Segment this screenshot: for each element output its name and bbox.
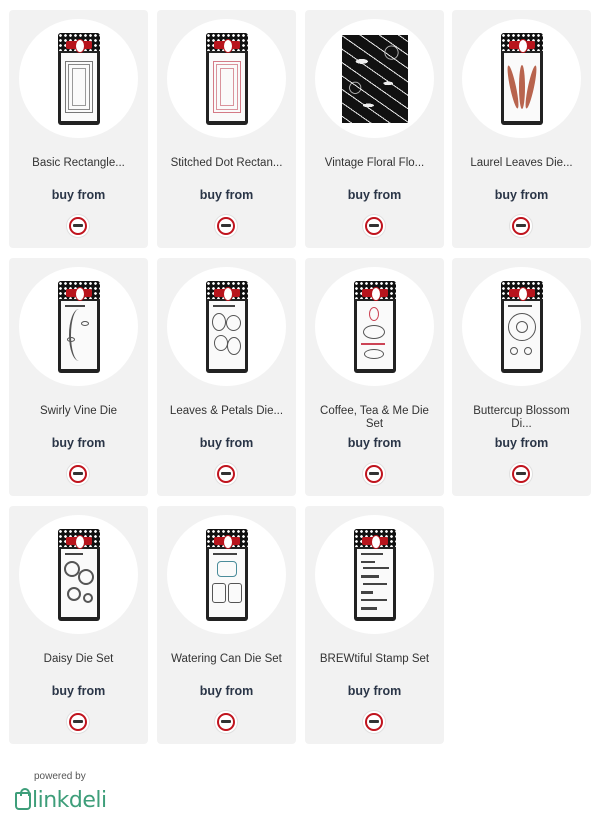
buy-from-label[interactable]: buy from	[347, 684, 402, 698]
product-image[interactable]	[315, 19, 434, 138]
bella-logo-icon[interactable]	[214, 710, 238, 734]
die-package-image	[501, 281, 543, 373]
bella-logo-icon[interactable]	[66, 710, 90, 734]
floral-embossing-folder-image	[342, 35, 408, 123]
buy-from-label[interactable]: buy from	[199, 684, 254, 698]
product-title[interactable]: Coffee, Tea & Me Die Set	[320, 405, 429, 430]
bella-logo-icon[interactable]	[66, 214, 90, 238]
product-image[interactable]	[167, 515, 286, 634]
product-card[interactable]	[157, 506, 296, 744]
product-image[interactable]	[315, 515, 434, 634]
buy-from-label[interactable]: buy from	[51, 436, 106, 450]
bella-logo-icon[interactable]	[362, 710, 386, 734]
bella-logo-icon[interactable]	[509, 214, 533, 238]
product-image[interactable]	[315, 267, 434, 386]
product-title[interactable]: Laurel Leaves Die...	[470, 157, 573, 169]
product-card[interactable]	[157, 10, 296, 248]
die-package-image	[354, 281, 396, 373]
product-card[interactable]	[452, 10, 591, 248]
bella-logo-icon[interactable]	[66, 462, 90, 486]
buy-from-label[interactable]: buy from	[199, 436, 254, 450]
product-title[interactable]: Stitched Dot Rectan...	[170, 157, 283, 169]
bella-logo-icon[interactable]	[362, 214, 386, 238]
shopping-bag-icon	[15, 792, 31, 810]
product-image[interactable]	[19, 19, 138, 138]
product-title[interactable]: Buttercup Blossom Di...	[473, 405, 570, 430]
die-package-image	[58, 281, 100, 373]
linkdeli-logo[interactable]	[15, 788, 107, 813]
product-card[interactable]	[452, 258, 591, 496]
product-card[interactable]	[305, 258, 444, 496]
product-title[interactable]: Leaves & Petals Die...	[169, 405, 284, 417]
bella-logo-icon[interactable]	[214, 214, 238, 238]
product-card[interactable]	[9, 258, 148, 496]
product-image[interactable]	[167, 267, 286, 386]
product-image[interactable]	[167, 19, 286, 138]
product-title[interactable]: Watering Can Die Set	[171, 653, 282, 665]
die-package-image	[206, 281, 248, 373]
bella-logo-icon[interactable]	[214, 462, 238, 486]
powered-by-label: powered by	[34, 771, 86, 782]
buy-from-label[interactable]: buy from	[347, 188, 402, 202]
product-title[interactable]: Vintage Floral Flo...	[324, 157, 425, 169]
product-card[interactable]	[305, 506, 444, 744]
buy-from-label[interactable]: buy from	[51, 684, 106, 698]
product-image[interactable]	[19, 267, 138, 386]
die-package-image	[206, 529, 248, 621]
product-image[interactable]	[462, 19, 581, 138]
bella-logo-icon[interactable]	[509, 462, 533, 486]
stamp-package-image	[354, 529, 396, 621]
product-title[interactable]: Basic Rectangle...	[32, 157, 125, 169]
die-package-image	[501, 33, 543, 125]
buy-from-label[interactable]: buy from	[51, 188, 106, 202]
product-title[interactable]: BREWtiful Stamp Set	[319, 653, 430, 665]
linkdeli-brand-text: linkdeli	[32, 788, 107, 813]
die-package-image	[206, 33, 248, 125]
product-image[interactable]	[19, 515, 138, 634]
product-title[interactable]: Daisy Die Set	[43, 653, 114, 665]
product-card[interactable]	[305, 10, 444, 248]
linkdeli-footer[interactable]	[15, 771, 107, 813]
die-package-image	[58, 529, 100, 621]
buy-from-label[interactable]: buy from	[199, 188, 254, 202]
product-card[interactable]	[157, 258, 296, 496]
buy-from-label[interactable]: buy from	[494, 436, 549, 450]
buy-from-label[interactable]: buy from	[494, 188, 549, 202]
product-image[interactable]	[462, 267, 581, 386]
buy-from-label[interactable]: buy from	[347, 436, 402, 450]
bella-logo-icon[interactable]	[362, 462, 386, 486]
product-card[interactable]	[9, 10, 148, 248]
die-package-image	[58, 33, 100, 125]
product-title[interactable]: Swirly Vine Die	[39, 405, 118, 417]
product-card[interactable]	[9, 506, 148, 744]
